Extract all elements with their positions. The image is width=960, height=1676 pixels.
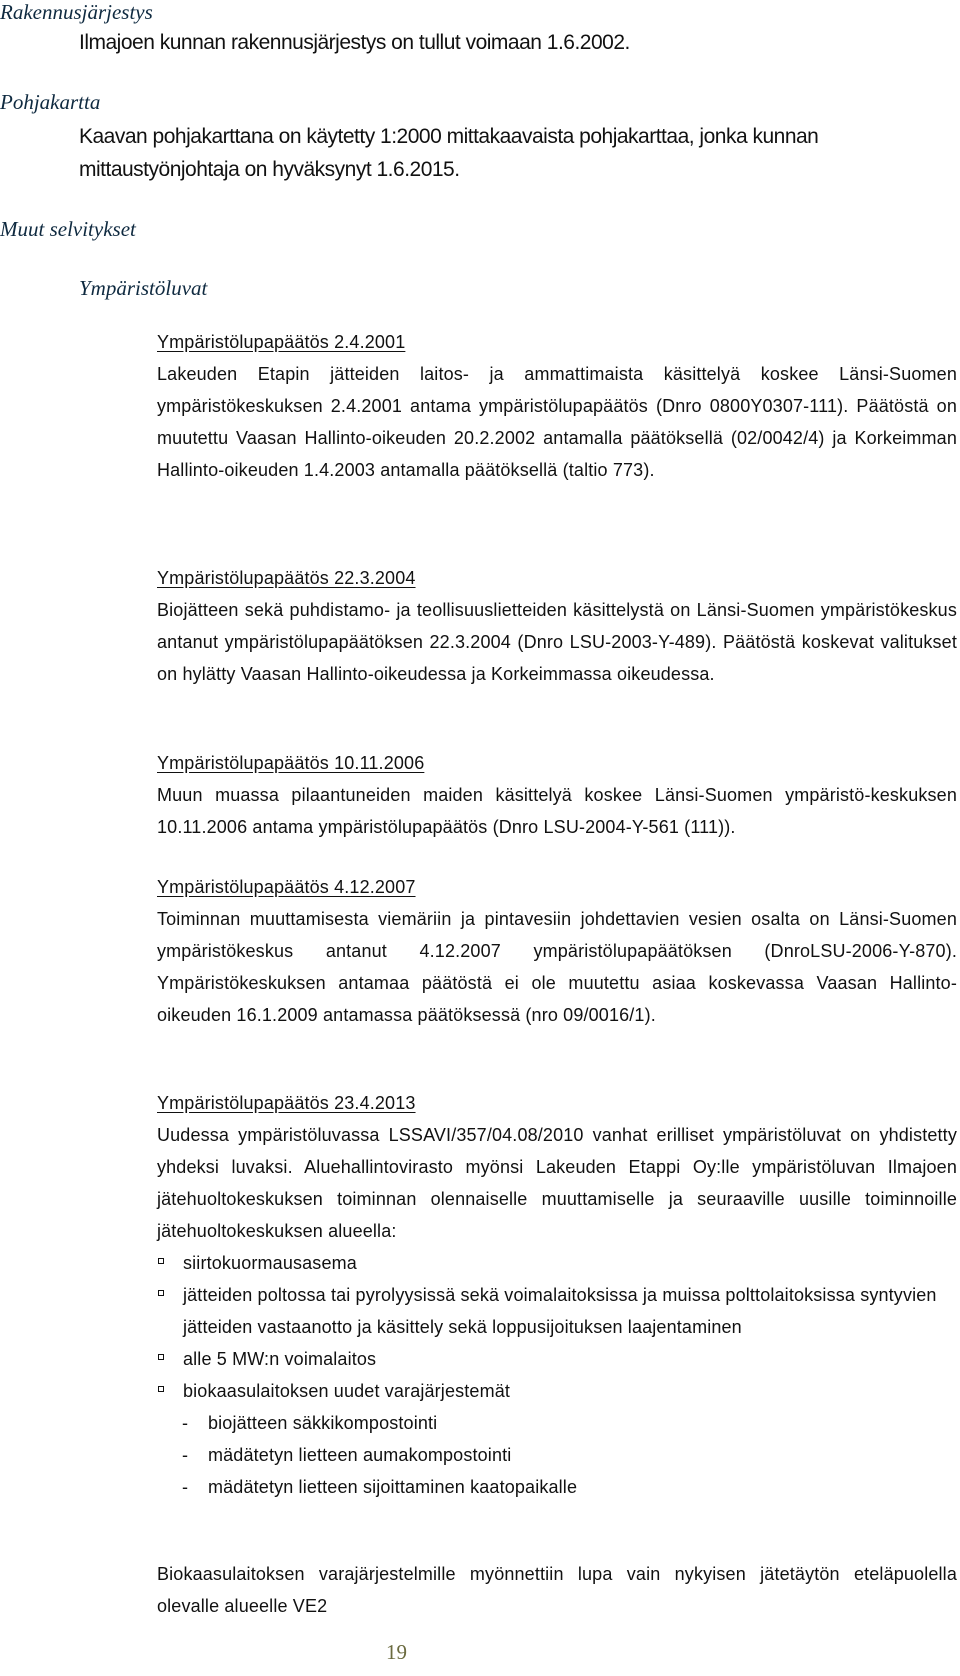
page-number: 19 xyxy=(386,1640,407,1664)
permit-text: Muun muassa pilaantuneiden maiden käsittelyä koskee Länsi-Suomen ympäristö-keskuksen 10.11.2006 antama ympäristölupapäätös (Dnro LSU-2004-Y-561 (111)). xyxy=(157,785,957,837)
sub-list xyxy=(157,1407,957,1503)
permit-block xyxy=(157,871,957,1031)
permit-title: Ympäristölupapäätös 2.4.2001 xyxy=(157,332,406,352)
list-item: biokaasulaitoksen uudet varajärjestemät - biojätteen säkkikompostointi - mädätetyn lietteen aumakompostointi - mädätetyn lietteen sijoittaminen kaatopaikalle xyxy=(157,1375,957,1503)
pohjakartta-text-line1: Kaavan pohjakarttana on käytetty 1:2000 mittakaavaista pohjakarttaa, jonka kunnan xyxy=(79,125,819,148)
permit-text: Uudessa ympäristöluvassa LSSAVI/357/04.08/2010 vanhat erilliset ympäristöluvat on yhdistetty yhdeksi luvaksi. Aluehallintovirasto myönsi Lakeuden Etappi Oy:lle ympäristöluvan Ilmajoen jätehuoltokeskuksen toiminnan olennaiselle muuttamiselle ja seuraaville uusille toiminnoille jätehuoltokeskuksen alueella: xyxy=(157,1125,957,1241)
square-bullet-icon xyxy=(158,1354,164,1360)
permit-text: Lakeuden Etapin jätteiden laitos- ja ammattimaista käsittelyä koskee Länsi-Suomen ympäristökeskuksen 2.4.2001 antama ympäristölupapäätös (Dnro 0800Y0307-111). Päätöstä on muutettu Vaasan Hallinto-oikeuden 20.2.2002 antamalla päätöksellä (02/0042/4) ja Korkeimman Hallinto-oikeuden 1.4.2003 antamalla päätöksellä (taltio 773). xyxy=(157,364,957,480)
list-item: alle 5 MW:n voimalaitos xyxy=(157,1343,957,1375)
permit-block xyxy=(157,1087,957,1503)
square-bullet-icon xyxy=(158,1258,164,1264)
dash-marker: - xyxy=(182,1413,189,1433)
list-item: siirtokuormausasema xyxy=(157,1247,957,1279)
permit-title: Ympäristölupapäätös 4.12.2007 xyxy=(157,877,416,897)
bullet-list xyxy=(157,1247,957,1503)
permit-block xyxy=(157,326,957,486)
subheading-ymparistoluvat: Ympäristöluvat xyxy=(79,276,208,300)
rakennusjarjestys-text: Ilmajoen kunnan rakennusjärjestys on tullut voimaan 1.6.2002. xyxy=(79,31,630,54)
permit-text: Biojätteen sekä puhdistamo- ja teollisuuslietteiden käsittelystä on Länsi-Suomen ympäristökeskus antanut ympäristölupapäätöksen 22.3.2004 (Dnro LSU-2003-Y-489). Päätöstä koskevat valitukset on hylätty Vaasan Hallinto-oikeudessa ja Korkeimmassa oikeudessa. xyxy=(157,600,957,684)
permit-text: Toiminnan muuttamisesta viemäriin ja pintavesiin johdettavien vesien osalta on Länsi-Suomen ympäristökeskus antanut 4.12.2007 ympäristölupapäätöksen (DnroLSU-2006-Y-870). Ympäristökeskuksen antamaa päätöstä ei ole muutettu asiaa koskevassa Vaasan Hallinto-oikeuden 16.1.2009 antamassa päätöksessä (nro 09/0016/1). xyxy=(157,909,957,1025)
sub-list-item: - biojätteen säkkikompostointi xyxy=(157,1407,957,1439)
heading-pohjakartta: Pohjakartta xyxy=(0,90,101,114)
dash-marker: - xyxy=(182,1477,189,1497)
permit-block xyxy=(157,747,957,843)
closing-paragraph-block xyxy=(157,1558,957,1622)
sub-list-item: - mädätetyn lietteen sijoittaminen kaatopaikalle xyxy=(157,1471,957,1503)
dash-marker: - xyxy=(182,1445,189,1465)
permit-block xyxy=(157,562,957,690)
permit-title: Ympäristölupapäätös 10.11.2006 xyxy=(157,753,425,773)
pohjakartta-text-line2: mittaustyönjohtaja on hyväksynyt 1.6.2015. xyxy=(79,158,460,181)
permit-title: Ympäristölupapäätös 22.3.2004 xyxy=(157,568,416,588)
heading-muut-selvitykset: Muut selvitykset xyxy=(0,217,136,241)
sub-list-item: - mädätetyn lietteen aumakompostointi xyxy=(157,1439,957,1471)
heading-rakennusjarjestys: Rakennusjärjestys xyxy=(0,0,153,24)
square-bullet-icon xyxy=(158,1386,164,1392)
list-item: jätteiden poltossa tai pyrolyysissä sekä voimalaitoksissa ja muissa polttolaitoksissa syntyvien jätteiden vastaanotto ja käsittely sekä loppusijoituksen laajentaminen xyxy=(157,1279,957,1343)
closing-paragraph: Biokaasulaitoksen varajärjestelmille myönnettiin lupa vain nykyisen jätetäytön eteläpuolella olevalle alueelle VE2 xyxy=(157,1564,957,1616)
permit-title: Ympäristölupapäätös 23.4.2013 xyxy=(157,1093,416,1113)
square-bullet-icon xyxy=(158,1290,164,1296)
